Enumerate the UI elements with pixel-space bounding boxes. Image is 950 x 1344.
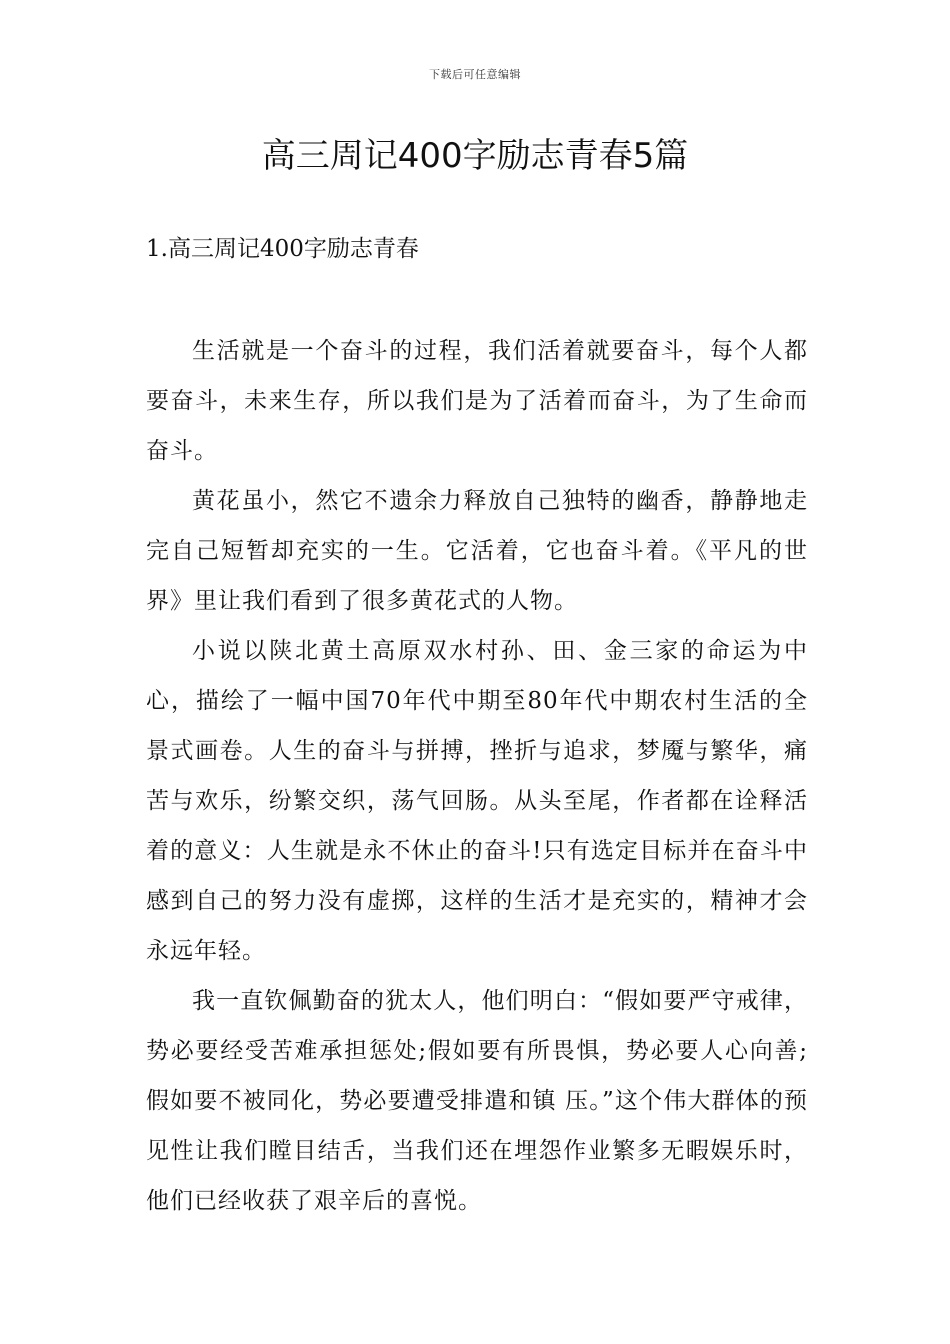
body-text	[146, 326, 808, 1226]
header-note: 下载后可任意编辑	[429, 68, 521, 81]
paragraph: 小说以陕北黄土高原双水村孙、田、金三家的命运为中心，描绘了一幅中国70年代中期至80年代中期农村生活的全景式画卷。人生的奋斗与拼搏，挫折与追求，梦魇与繁华，痛苦与欢乐，纷繁交织，荡气回肠。从头至尾，作者都在诠释活着的意义：人生就是永不休止的奋斗!只有选定目标并在奋斗中感到自己的努力没有虚掷，这样的生活才是充实的，精神才会永远年轻。	[146, 638, 808, 964]
paragraph: 黄花虽小，然它不遗余力释放自己独特的幽香，静静地走完自己短暂却充实的一生。它活着，它也奋斗着。《平凡的世界》里让我们看到了很多黄花式的人物。	[146, 488, 808, 614]
document-title: 高三周记400字励志青春5篇	[261, 136, 689, 176]
paragraph: 我一直钦佩勤奋的犹太人，他们明白：“假如要严守戒律，势必要经受苦难承担惩处;假如要有所畏惧，势必要人心向善;假如要不被同化，势必要遭受排遣和镇 压。”这个伟大群体的预见性让我们瞠目结舌，当我们还在埋怨作业繁多无暇娱乐时，他们已经收获了艰辛后的喜悦。	[146, 988, 808, 1214]
paragraph: 生活就是一个奋斗的过程，我们活着就要奋斗，每个人都要奋斗，未来生存，所以我们是为了活着而奋斗，为了生命而奋斗。	[146, 338, 808, 464]
section-heading: 1.高三周记400字励志青春	[146, 236, 419, 262]
